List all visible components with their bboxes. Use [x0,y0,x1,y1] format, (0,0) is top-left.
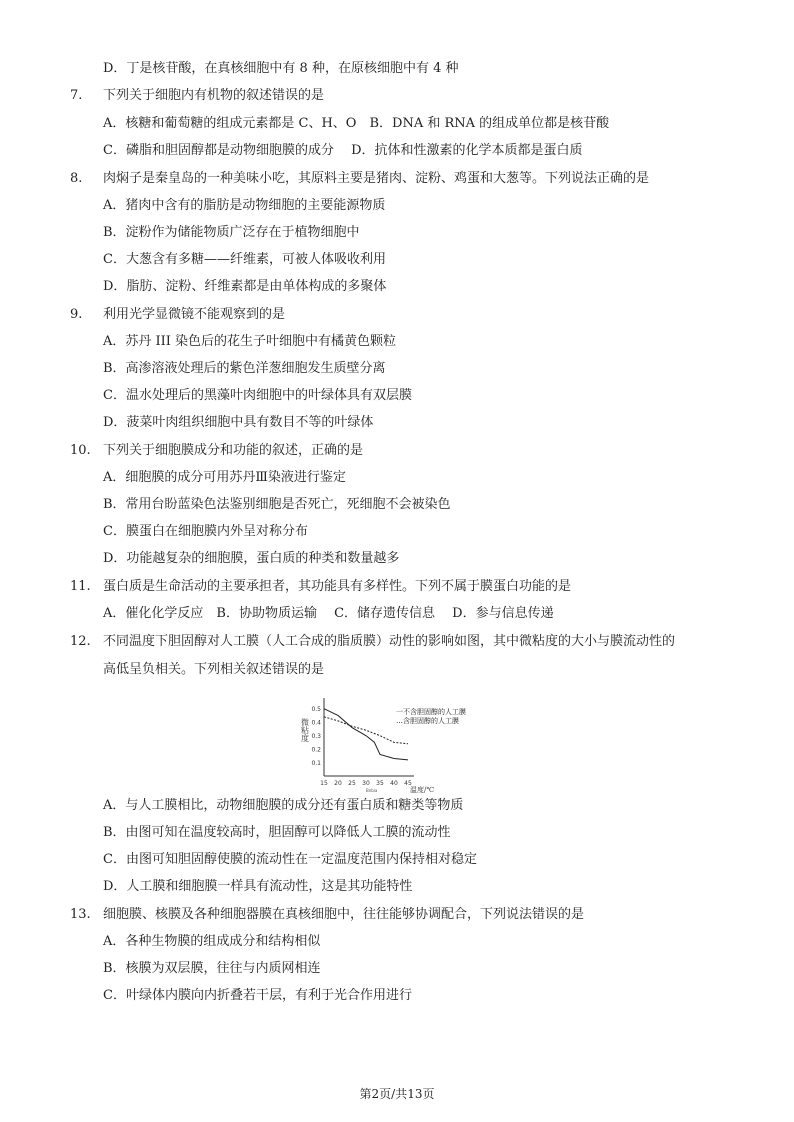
question-stem: 利用光学显微镜不能观察到的是 [103,307,286,322]
y-tick-label: 0.5 [311,706,321,714]
question-line: A．各种生物膜的组成成分和结构相似 [103,934,321,949]
question-line: D．菠菜叶肉组织细胞中具有数目不等的叶绿体 [103,415,374,430]
question-number: 8. [70,171,83,186]
question-stem: 下列关于细胞膜成分和功能的叙述，正确的是 [103,443,364,458]
question-line: B．核膜为双层膜，往往与内质网相连 [103,961,321,976]
question-number: 13. [70,907,91,922]
small-label: Bnbia [366,788,378,793]
page-footer: 第2页/共13页 [359,1087,435,1101]
question-stem: 蛋白质是生命活动的主要承担者，其功能具有多样性。下列不属于膜蛋白功能的是 [103,579,572,594]
x-tick-label: 15 [320,780,328,787]
question-number: 12. [70,634,91,649]
question-number: 9. [70,307,83,322]
question-number: 10. [70,443,91,458]
question-line: C．由图可知胆固醇使膜的流动性在一定温度范围内保持相对稳定 [103,852,477,867]
question-line: A．与人工膜相比，动物细胞膜的成分还有蛋白质和糖类等物质 [103,798,464,813]
legend-entry: 一不含胆固醇的人工膜 [396,708,466,716]
question-line: B．常用台盼蓝染色法鉴别细胞是否死亡，死细胞不会被染色 [103,497,451,512]
question-line: C．大葱含有多糖——纤维素，可被人体吸收利用 [103,252,386,267]
x-tick-label: 40 [390,780,398,787]
question-line: D．人工膜和细胞膜一样具有流动性，这是其功能特性 [103,879,413,894]
question-line: 高低呈负相关。下列相关叙述错误的是 [103,662,325,677]
question-line: D．功能越复杂的细胞膜，蛋白质的种类和数量越多 [103,551,400,566]
viscosity-chart [300,688,520,794]
x-tick-label: 35 [376,780,384,787]
question-line: C．温水处理后的黑藻叶肉细胞中的叶绿体具有双层膜 [103,388,412,403]
question-line: B．高渗溶液处理后的紫色洋葱细胞发生质壁分离 [103,361,386,376]
y-tick-label: 0.3 [311,733,321,741]
x-tick-label: 45 [404,780,412,787]
legend-entry: …含胆固醇的人工膜 [396,717,459,725]
y-axis-label: 微粘度 [300,718,310,742]
question-line: C．叶绿体内膜向内折叠若干层，有利于光合作用进行 [103,988,412,1003]
question-line: B．淀粉作为储能物质广泛存在于植物细胞中 [103,225,360,240]
question-line: D．丁是核苷酸，在真核细胞中有 8 种，在原核细胞中有 4 种 [103,61,459,76]
question-stem: 下列关于细胞内有机物的叙述错误的是 [103,88,325,103]
question-stem: 细胞膜、核膜及各种细胞器膜在真核细胞中，往往能够协调配合，下列说法错误的是 [103,907,585,922]
question-number: 7. [70,88,83,103]
y-tick-label: 0.1 [311,760,321,768]
question-line: D．脂肪、淀粉、纤维素都是由单体构成的多聚体 [103,279,387,294]
question-line: C．磷脂和胆固醇都是动物细胞膜的成分 D．抗体和性激素的化学本质都是蛋白质 [103,143,583,158]
x-axis-label: 温度/℃ [410,786,435,794]
question-line: A．苏丹 III 染色后的花生子叶细胞中有橘黄色颗粒 [103,334,397,349]
question-line: A．猪肉中含有的脂肪是动物细胞的主要能源物质 [103,198,386,213]
x-tick-label: 20 [334,780,342,787]
question-line: A．细胞膜的成分可用苏丹Ⅲ染液进行鉴定 [103,470,346,485]
question-line: B．由图可知在温度较高时，胆固醇可以降低人工膜的流动性 [103,825,451,840]
question-line: C．膜蛋白在细胞膜内外呈对称分布 [103,524,308,539]
question-line: A．核糖和葡萄糖的组成元素都是 C、H、O B．DNA 和 RNA 的组成单位都是核苷酸 [103,116,610,131]
y-tick-label: 0.2 [311,746,321,754]
x-tick-label: 25 [348,780,356,787]
question-stem: 不同温度下胆固醇对人工膜（人工合成的脂质膜）动性的影响如图，其中微粘度的大小与膜流动性的 [103,634,676,649]
question-stem: 肉焖子是秦皇岛的一种美味小吃，其原料主要是猪肉、淀粉、鸡蛋和大葱等。下列说法正确的是 [103,171,650,186]
question-number: 11. [70,579,91,594]
y-tick-label: 0.4 [311,719,321,727]
x-tick-label: 30 [362,780,370,787]
question-line: A．催化化学反应 B．协助物质运输 C．储存遗传信息 D．参与信息传递 [103,606,554,621]
